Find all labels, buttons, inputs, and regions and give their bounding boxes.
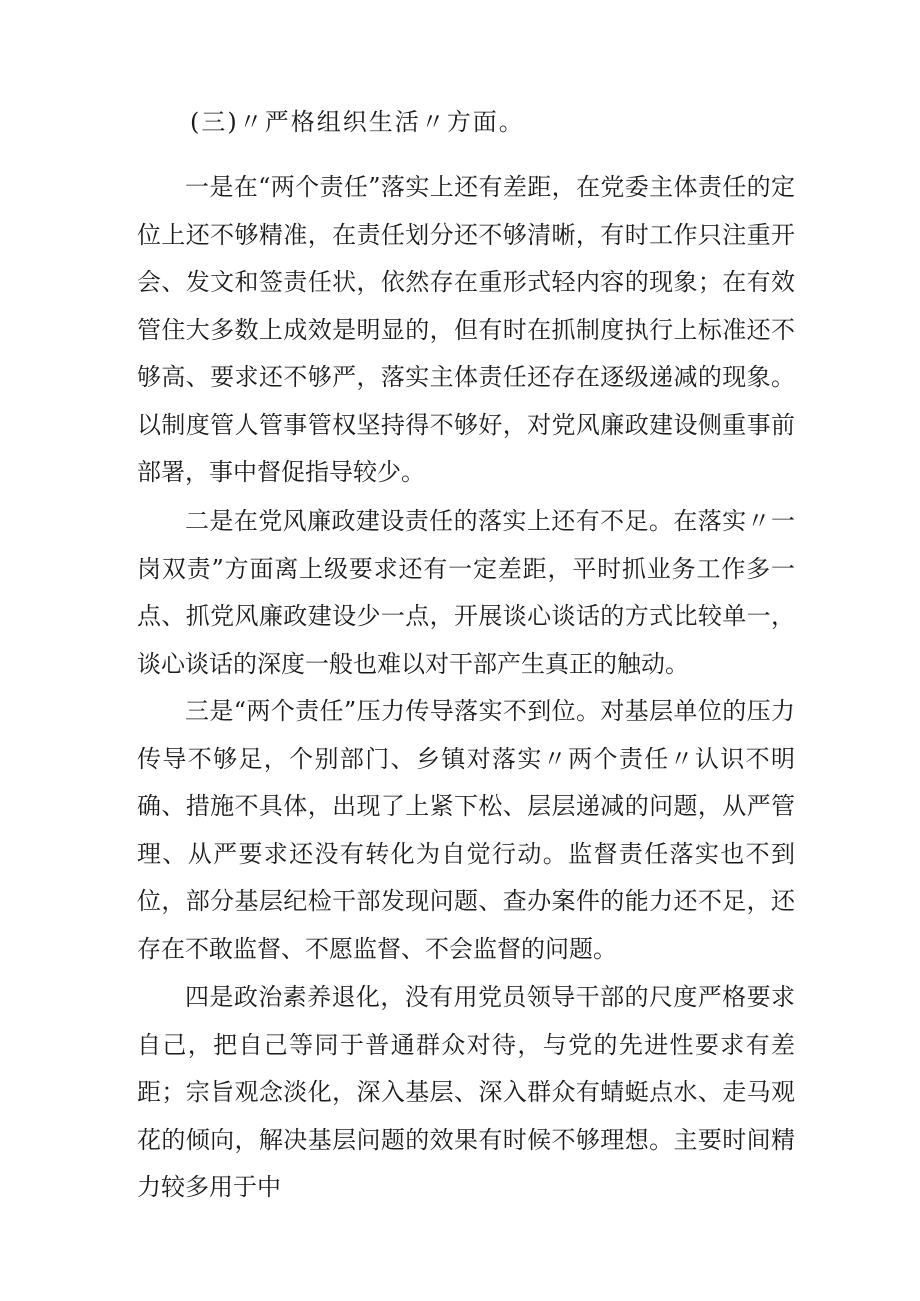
paragraph-4: 四是政治素养退化，没有用党员领导干部的尺度严格要求自己，把自己等同于普通群众对待，与党的先进性要求有差距；宗旨观念淡化，深入基层、深入群众有蜻蜓点水、走马观花的倾向，解决基层问题的效果有时候不够理想。主要时间精力较多用于中 [137,983,795,1201]
paragraph-1: 一是在“两个责任”落实上还有差距，在党委主体责任的定位上还不够精准，在责任划分还不够清晰，有时工作只注重开会、发文和签责任状，依然存在重形式轻内容的现象；在有效管住大多数上成效是明显的，但有时在抓制度执行上标准还不够高、要求还不够严，落实主体责任还存在逐级递减的现象。以制度管人管事管权坚持得不够好，对党风廉政建设侧重事前部署，事中督促指导较少。 [137,173,795,486]
paragraph-2: 二是在党风廉政建设责任的落实上还有不足。在落实〃一岗双责”方面离上级要求还有一定差距，平时抓业务工作多一点、抓党风廉政建设少一点，开展谈心谈话的方式比较单一，谈心谈话的深度一般也难以对干部产生真正的触动。 [137,507,795,678]
paragraph-3: 三是“两个责任”压力传导落实不到位。对基层单位的压力传导不够足，个别部门、乡镇对落实〃两个责任〃认识不明确、措施不具体，出现了上紧下松、层层递减的问题，从严管理、从严要求还没有转化为自觉行动。监督责任落实也不到位，部分基层纪检干部发现问题、查办案件的能力还不足，还存在不敢监督、不愿监督、不会监督的问题。 [137,697,795,963]
section-heading: (三)〃严格组织生活〃方面。 [190,108,525,136]
